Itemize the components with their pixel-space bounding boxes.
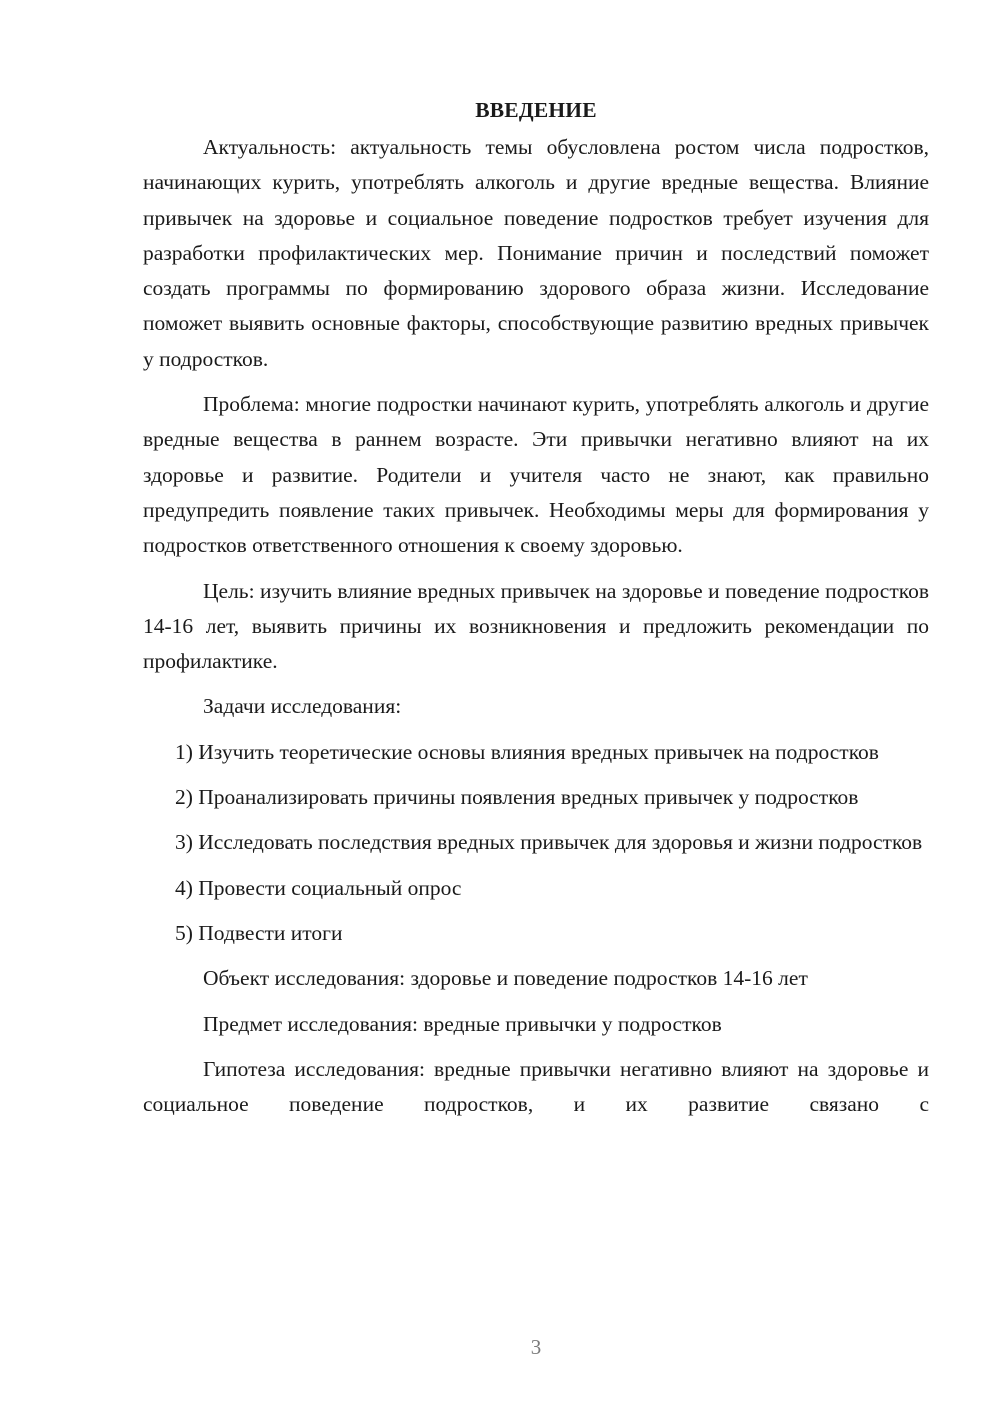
research-object: Объект исследования: здоровье и поведение подростков 14-16 лет <box>203 966 808 991</box>
relevance-paragraph: Актуальность: актуальность темы обусловлена ростом числа подростков, начинающих курить, употреблять алкоголь и другие вредные вещества. Влияние привычек на здоровье и социальное поведение подростков требует изучения для разработки профилактических мер. Понимание причин и последствий поможет создать программы по формированию здорового образа жизни. Исследование поможет выявить основные факторы, способствующие развитию вредных привычек у подростков. <box>143 135 929 371</box>
task-item-3: 3) Исследовать последствия вредных привычек для здоровья и жизни подростков <box>175 830 923 855</box>
task-item-5: 5) Подвести итоги <box>175 920 343 945</box>
page-content <box>143 93 929 1122</box>
problem-paragraph: Проблема: многие подростки начинают курить, употреблять алкоголь и другие вредные вещества в раннем возрасте. Эти привычки негативно влияют на их здоровье и развитие. Родители и учителя часто не знают, как правильно предупредить появление таких привычек. Необходимы меры для формирования у подростков ответственного отношения к своему здоровью. <box>143 392 929 558</box>
task-item-2: 2) Проанализировать причины появления вредных привычек у подростков <box>175 785 859 810</box>
page-number: 3 <box>530 1335 542 1359</box>
task-item-1: 1) Изучить теоретические основы влияния вредных привычек на подростков <box>175 739 879 764</box>
goal-paragraph: Цель: изучить влияние вредных привычек на здоровье и поведение подростков 14-16 лет, выявить причины их возникновения и предложить рекомендации по профилактике. <box>143 578 929 674</box>
research-hypothesis: Гипотеза исследования: вредные привычки негативно влияют на здоровье и социальное поведение подростков, и их развитие связано с <box>143 1056 929 1117</box>
tasks-heading: Задачи исследования: <box>203 694 402 719</box>
task-item-4: 4) Провести социальный опрос <box>175 875 462 900</box>
section-heading: ВВЕДЕНИЕ <box>475 98 597 122</box>
research-subject: Предмет исследования: вредные привычки у подростков <box>203 1011 722 1036</box>
